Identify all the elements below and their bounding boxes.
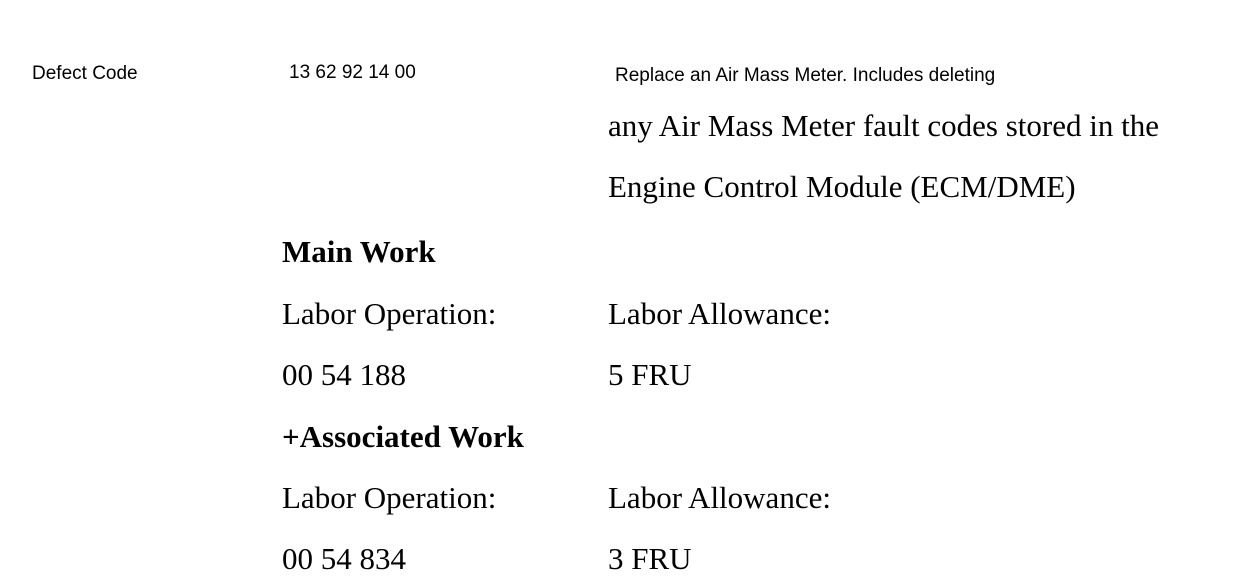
defect-description-line-3: Engine Control Module (ECM/DME) [608, 169, 1076, 204]
defect-description-line-2: any Air Mass Meter fault codes stored in the [608, 108, 1159, 143]
associated-work-heading: +Associated Work [282, 419, 524, 454]
defect-code-value: 13 62 92 14 00 [289, 62, 416, 83]
main-work-labor-operation-value: 00 54 188 [282, 357, 406, 392]
associated-work-labor-operation-label: Labor Operation: [282, 480, 497, 515]
main-work-labor-allowance-label: Labor Allowance: [608, 296, 831, 331]
defect-description-line-1: Replace an Air Mass Meter. Includes deleting [615, 65, 996, 86]
associated-work-labor-operation-value: 00 54 834 [282, 541, 406, 576]
main-work-labor-allowance-value: 5 FRU [608, 357, 692, 392]
associated-work-labor-allowance-label: Labor Allowance: [608, 480, 831, 515]
defect-code-label: Defect Code [32, 63, 138, 84]
main-work-heading: Main Work [282, 234, 436, 269]
associated-work-labor-allowance-value: 3 FRU [608, 541, 692, 576]
main-work-labor-operation-label: Labor Operation: [282, 296, 497, 331]
